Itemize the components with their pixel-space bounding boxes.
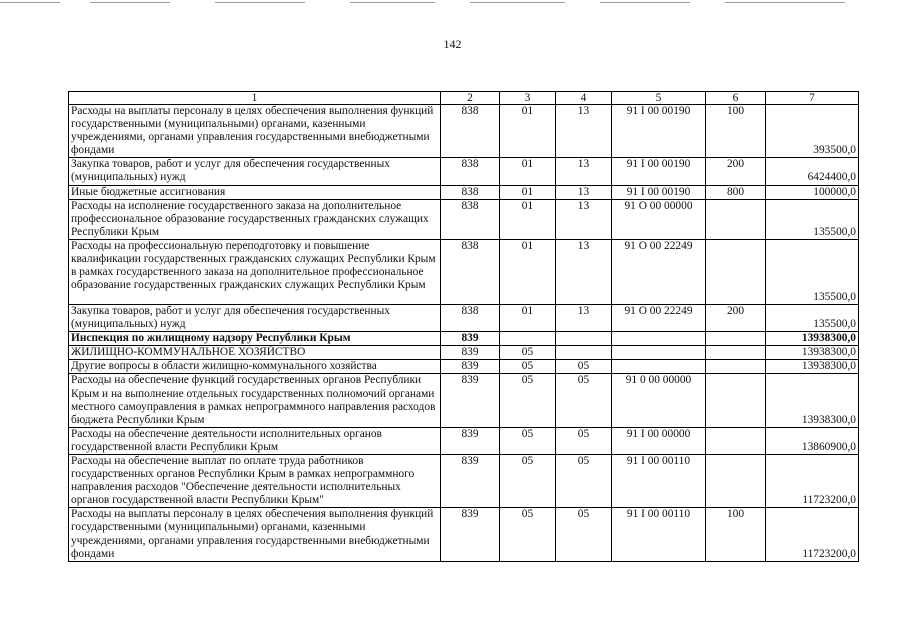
row-sum: 13938300,0	[766, 360, 859, 374]
expense-kind	[706, 332, 766, 346]
row-sum: 6424400,0	[766, 158, 859, 185]
org-code: 839	[441, 346, 500, 360]
row-sum: 393500,0	[766, 105, 859, 158]
row-sum: 135500,0	[766, 304, 859, 331]
subsection-code: 13	[556, 239, 612, 304]
row-name: Расходы на исполнение государственного заказа на дополнительное профессиональное образование государственных гражданских служащих Республики Крым	[69, 199, 441, 239]
column-header: 2	[441, 92, 500, 105]
target-code	[612, 360, 706, 374]
table-row	[69, 158, 859, 185]
page-number: 142	[443, 37, 462, 51]
expense-kind	[706, 454, 766, 507]
target-code: 91 I 00 00190	[612, 105, 706, 158]
column-header: 5	[612, 92, 706, 105]
row-sum: 13938300,0	[766, 374, 859, 427]
target-code: 91 O 00 22249	[612, 239, 706, 304]
table-row	[69, 508, 859, 561]
row-name: Расходы на обеспечение функций государственных органов Республики Крым и на выполнение отдельных государственных полномочий органами местного самоуправления в рамках непрограммного направления расходов бюджета Республики Крым	[69, 374, 441, 427]
table-row	[69, 374, 859, 427]
expense-kind	[706, 239, 766, 304]
expense-kind	[706, 374, 766, 427]
table-row	[69, 454, 859, 507]
expense-kind: 200	[706, 304, 766, 331]
row-name: Иные бюджетные ассигнования	[69, 185, 441, 199]
target-code	[612, 346, 706, 360]
subsection-code: 13	[556, 199, 612, 239]
expense-kind	[706, 427, 766, 454]
section-code: 05	[500, 360, 556, 374]
expense-kind	[706, 360, 766, 374]
target-code: 91 I 00 00190	[612, 158, 706, 185]
section-code	[500, 332, 556, 346]
org-code: 838	[441, 199, 500, 239]
section-code: 01	[500, 304, 556, 331]
section-code: 05	[500, 454, 556, 507]
row-sum: 11723200,0	[766, 454, 859, 507]
row-sum: 100000,0	[766, 185, 859, 199]
section-code: 01	[500, 105, 556, 158]
org-code: 838	[441, 105, 500, 158]
row-name: Расходы на обеспечение выплат по оплате труда работников государственных органов Республики Крым в рамках непрограммного направления расходов "Обеспечение деятельности исполнительных органов государственной власти Республики Крым"	[69, 454, 441, 507]
subsection-code: 13	[556, 304, 612, 331]
section-code: 01	[500, 199, 556, 239]
target-code: 91 O 00 22249	[612, 304, 706, 331]
row-name: ЖИЛИЩНО-КОММУНАЛЬНОЕ ХОЗЯЙСТВО	[69, 346, 441, 360]
row-name: Закупка товаров, работ и услуг для обеспечения государственных (муниципальных) нужд	[69, 158, 441, 185]
column-header: 3	[500, 92, 556, 105]
expense-kind: 100	[706, 508, 766, 561]
expense-kind: 800	[706, 185, 766, 199]
column-header: 7	[766, 92, 859, 105]
table-row	[69, 199, 859, 239]
subsection-code: 05	[556, 427, 612, 454]
row-name: Расходы на обеспечение деятельности исполнительных органов государственной власти Республики Крым	[69, 427, 441, 454]
expense-kind: 100	[706, 105, 766, 158]
org-code: 839	[441, 454, 500, 507]
org-code: 838	[441, 239, 500, 304]
target-code: 91 0 00 00000	[612, 374, 706, 427]
row-sum: 13860900,0	[766, 427, 859, 454]
target-code: 91 I 00 00190	[612, 185, 706, 199]
target-code: 91 O 00 00000	[612, 199, 706, 239]
section-code: 05	[500, 508, 556, 561]
expense-kind: 200	[706, 158, 766, 185]
table-row	[69, 239, 859, 304]
org-code: 839	[441, 508, 500, 561]
row-sum: 135500,0	[766, 199, 859, 239]
subsection-code: 13	[556, 185, 612, 199]
row-name: Расходы на профессиональную переподготовку и повышение квалификации государственных гражданских служащих Республики Крым в рамках государственного заказа на дополнительное профессиональное образование государственных гражданских служащих Республики Крым	[69, 239, 441, 304]
subsection-code	[556, 332, 612, 346]
org-code: 839	[441, 360, 500, 374]
row-sum: 135500,0	[766, 239, 859, 304]
row-name: Расходы на выплаты персоналу в целях обеспечения выполнения функций государственными (муниципальными) органами, казенными учреждениями, органами управления государственными внебюджетными фондами	[69, 105, 441, 158]
section-code: 05	[500, 374, 556, 427]
section-code: 05	[500, 427, 556, 454]
org-code: 838	[441, 185, 500, 199]
column-header: 4	[556, 92, 612, 105]
section-code: 01	[500, 158, 556, 185]
target-code: 91 I 00 00110	[612, 454, 706, 507]
row-name: Расходы на выплаты персоналу в целях обеспечения выполнения функций государственными (муниципальными) органами, казенными учреждениями, органами управления государственными внебюджетными фондами	[69, 508, 441, 561]
subsection-code	[556, 346, 612, 360]
column-header: 1	[69, 92, 441, 105]
org-code: 838	[441, 158, 500, 185]
section-code: 01	[500, 185, 556, 199]
org-code: 838	[441, 304, 500, 331]
subsection-code: 13	[556, 158, 612, 185]
row-sum: 13938300,0	[766, 332, 859, 346]
row-name: Другие вопросы в области жилищно-коммунального хозяйства	[69, 360, 441, 374]
table-row	[69, 346, 859, 360]
section-code: 01	[500, 239, 556, 304]
table-row	[69, 427, 859, 454]
row-sum: 11723200,0	[766, 508, 859, 561]
org-code: 839	[441, 374, 500, 427]
row-name: Инспекция по жилищному надзору Республики Крым	[69, 332, 441, 346]
org-code: 839	[441, 427, 500, 454]
table-row	[69, 360, 859, 374]
table-row	[69, 332, 859, 346]
subsection-code: 05	[556, 454, 612, 507]
table-row	[69, 304, 859, 331]
target-code	[612, 332, 706, 346]
subsection-code: 05	[556, 360, 612, 374]
table-header-row	[69, 92, 859, 105]
row-sum: 13938300,0	[766, 346, 859, 360]
column-header: 6	[706, 92, 766, 105]
expense-kind	[706, 199, 766, 239]
subsection-code: 05	[556, 374, 612, 427]
table-row	[69, 105, 859, 158]
section-code: 05	[500, 346, 556, 360]
org-code: 839	[441, 332, 500, 346]
budget-table	[68, 91, 859, 562]
target-code: 91 I 00 00000	[612, 427, 706, 454]
subsection-code: 13	[556, 105, 612, 158]
top-scan-edge	[0, 0, 905, 6]
table-row	[69, 185, 859, 199]
row-name: Закупка товаров, работ и услуг для обеспечения государственных (муниципальных) нужд	[69, 304, 441, 331]
target-code: 91 I 00 00110	[612, 508, 706, 561]
expense-kind	[706, 346, 766, 360]
subsection-code: 05	[556, 508, 612, 561]
